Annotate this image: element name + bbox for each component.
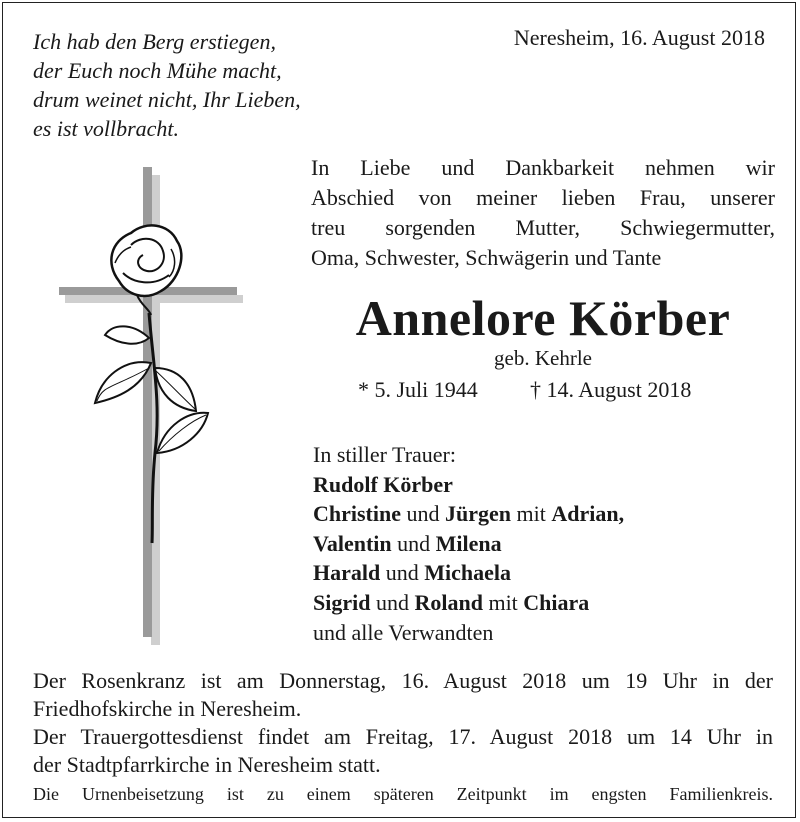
birth-date: * 5. Juli 1944 bbox=[358, 377, 478, 402]
mourner-name: Christine bbox=[313, 501, 401, 527]
rosary-notice-line: Friedhofskirche in Neresheim. bbox=[33, 696, 302, 721]
connector: mit bbox=[511, 501, 552, 527]
mourner-line bbox=[313, 470, 624, 500]
mourner-name: Valentin bbox=[313, 530, 392, 556]
mourner-line bbox=[313, 588, 624, 618]
mourner-line bbox=[313, 558, 624, 588]
obituary-card bbox=[2, 2, 796, 818]
mourner-name: Milena bbox=[435, 530, 502, 556]
life-dates bbox=[358, 376, 758, 404]
mourners-list bbox=[313, 440, 624, 647]
mourners-heading: In stiller Trauer: bbox=[313, 442, 456, 467]
connector: und bbox=[391, 530, 436, 556]
service-notice-line: Der Trauergottesdienst findet am Freitag, 17. August 2018 um 14 Uhr in bbox=[33, 724, 773, 749]
service-notice-line: der Stadtpfarrkirche in Neresheim statt. bbox=[33, 752, 381, 777]
mourner-name: Michaela bbox=[424, 560, 511, 586]
poem-line: drum weinet nicht, Ihr Lieben, bbox=[33, 87, 301, 112]
mourner-name: Sigrid bbox=[313, 589, 371, 615]
poem-line: Ich hab den Berg erstiegen, bbox=[33, 29, 276, 54]
intro-line: In Liebe und Dankbarkeit nehmen wir bbox=[311, 155, 775, 180]
mourner-line bbox=[313, 529, 624, 559]
mourners-closing: und alle Verwandten bbox=[313, 619, 494, 645]
maiden-name: geb. Kehrle bbox=[494, 346, 592, 370]
rosary-notice-line: Der Rosenkranz ist am Donnerstag, 16. August 2018 um 19 Uhr in der bbox=[33, 668, 773, 693]
connector: und bbox=[380, 560, 425, 586]
poem-line: es ist vollbracht. bbox=[33, 116, 180, 141]
memorial-poem bbox=[33, 27, 301, 143]
place-and-date: Neresheim, 16. August 2018 bbox=[513, 25, 765, 50]
mourner-name: Adrian, bbox=[551, 501, 625, 527]
mourner-name: Harald bbox=[313, 560, 381, 586]
connector: mit bbox=[482, 589, 524, 615]
mourner-name: Chiara bbox=[523, 589, 590, 615]
service-notices bbox=[33, 667, 773, 807]
intro-line: treu sorgenden Mutter, Schwiegermutter, bbox=[311, 215, 775, 240]
mourner-name: Rudolf Körber bbox=[313, 471, 453, 497]
mourner-line bbox=[313, 499, 624, 529]
death-date: † 14. August 2018 bbox=[530, 377, 692, 402]
cross-with-rose-icon bbox=[53, 163, 253, 653]
deceased-name: Annelore Körber bbox=[355, 290, 731, 346]
urn-burial-notice: Die Urnenbeisetzung ist zu einem späteren Zeitpunkt im engsten Familienkreis. bbox=[33, 784, 773, 804]
mourner-name: Roland bbox=[414, 589, 483, 615]
poem-line: der Euch noch Mühe macht, bbox=[33, 58, 282, 83]
intro-text bbox=[311, 153, 775, 273]
connector: und bbox=[370, 589, 415, 615]
intro-line: Oma, Schwester, Schwägerin und Tante bbox=[311, 245, 662, 270]
intro-line: Abschied von meiner lieben Frau, unserer bbox=[311, 185, 775, 210]
connector: und bbox=[401, 501, 445, 527]
mourner-name: Jürgen bbox=[445, 501, 511, 527]
